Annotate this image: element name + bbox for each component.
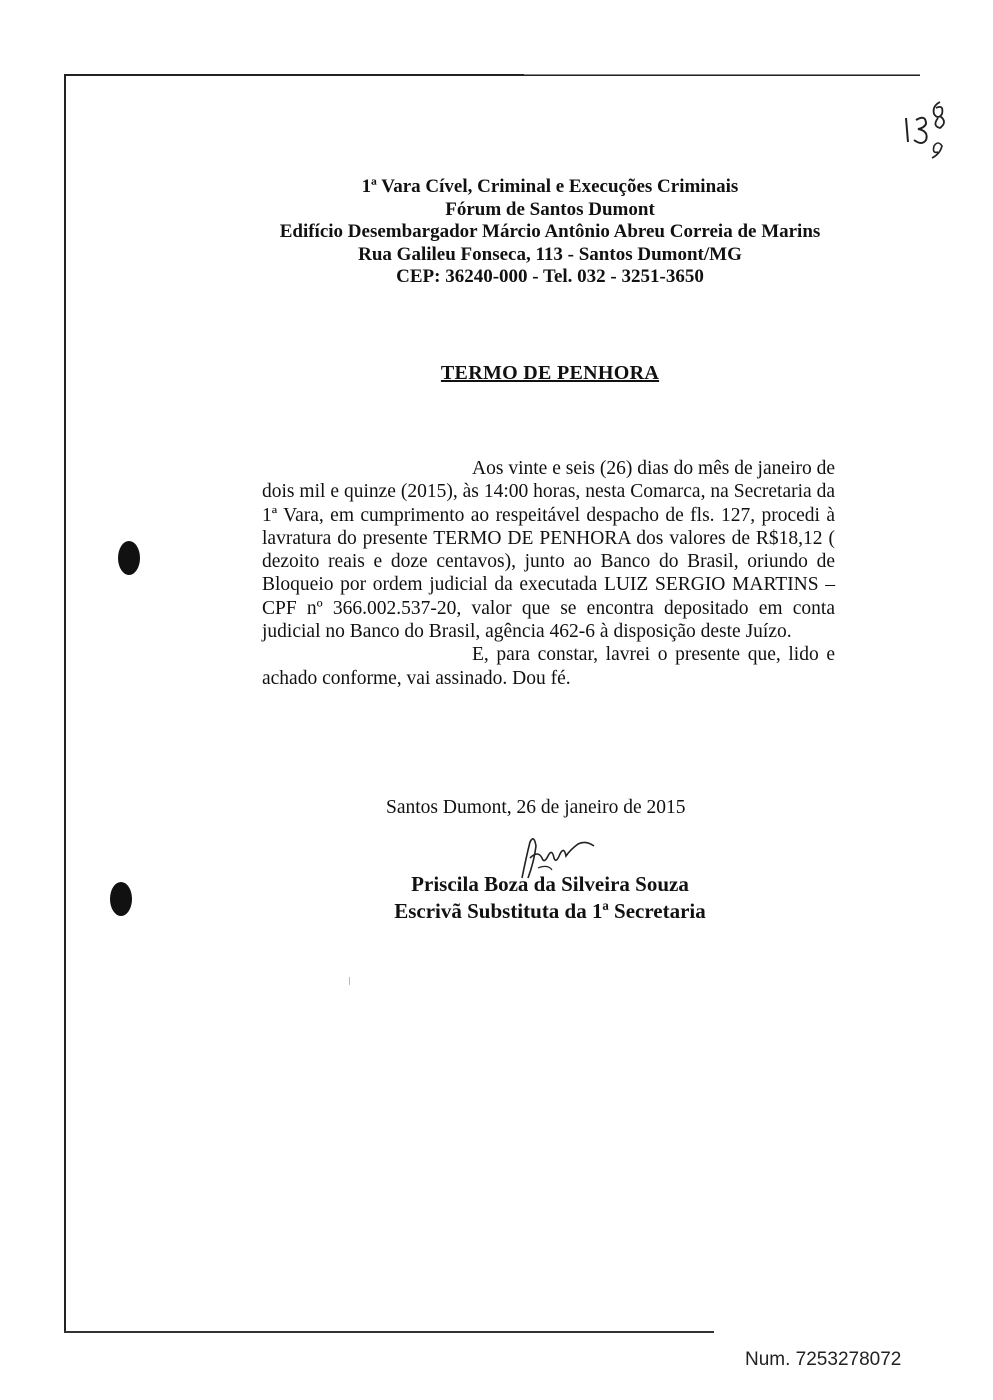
signer-name: Priscila Boza da Silveira Souza: [411, 872, 689, 896]
body-paragraph-closing: E, para constar, lavrei o presente que, lido e achado conforme, vai assinado. Dou fé.: [262, 644, 835, 689]
document-title: TERMO DE PENHORA: [440, 362, 660, 384]
page-frame-left-border: [64, 74, 66, 1332]
court-header: [180, 176, 920, 289]
signer-block: [340, 871, 760, 925]
punch-hole-bottom: [110, 882, 132, 916]
header-forum-name: Fórum de Santos Dumont: [445, 198, 655, 220]
page-frame-bottom-border: [64, 1331, 714, 1333]
header-address: Rua Galileu Fonseca, 113 - Santos Dumont/MG: [358, 243, 742, 265]
page-frame-top-border: [64, 74, 920, 76]
document-body: [262, 457, 835, 690]
punch-hole-top: [118, 541, 140, 575]
header-contact: CEP: 36240-000 - Tel. 032 - 3251-3650: [396, 266, 704, 287]
header-building-name: Edifício Desembargador Márcio Antônio Abreu Correia de Marins: [279, 221, 821, 242]
scan-speck: [349, 977, 350, 985]
place-and-date: Santos Dumont, 26 de janeiro de 2015: [386, 797, 686, 818]
handwritten-folio-number: [896, 98, 966, 162]
signer-role: Escrivã Substituta da 1ª Secretaria: [394, 899, 706, 923]
document-number: Num. 7253278072: [745, 1349, 902, 1370]
body-paragraph-main: Aos vinte e seis (26) dias do mês de janeiro de dois mil e quinze (2015), às 14:00 horas, nesta Comarca, na Secretaria da 1ª Vara, em cumprimento ao respeitável despacho de fls. 127, procedi à lavratura do presente TERMO DE PENHORA dos valores de R$18,12 ( dezoito reais e doze centavos), junto ao Banco do Brasil, oriundo de Bloqueio por ordem judicial da executada LUIZ SERGIO MARTINS – CPF nº 366.002.537-20, valor que se encontra depositado em conta judicial no Banco do Brasil, agência 462-6 à disposição deste Juízo.: [262, 458, 835, 643]
header-court-name: 1ª Vara Cível, Criminal e Execuções Criminais: [361, 176, 739, 197]
